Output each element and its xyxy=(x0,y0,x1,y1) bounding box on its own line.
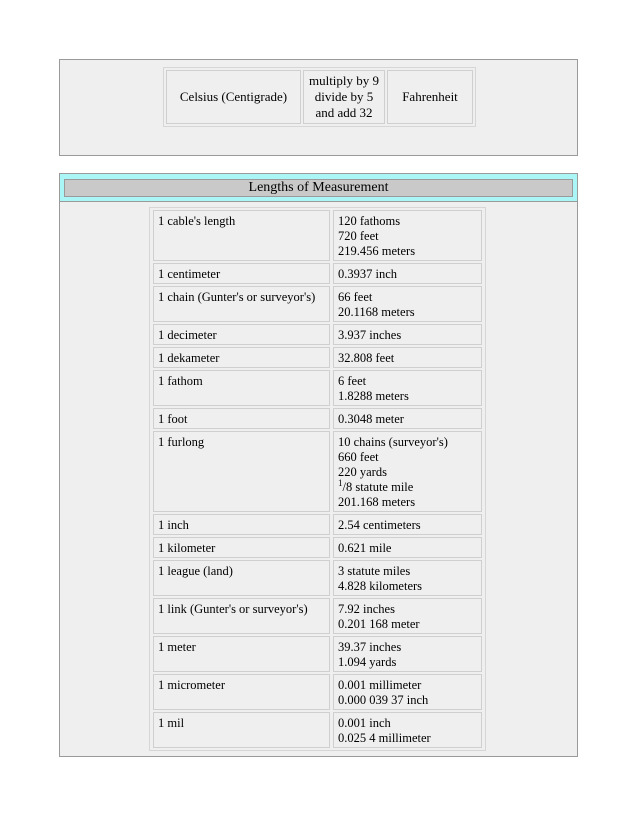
value-cell xyxy=(333,286,482,322)
unit-cell: 1 link (Gunter's or surveyor's) xyxy=(153,598,330,634)
operation-line: divide by 5 xyxy=(314,89,374,104)
value-cell xyxy=(333,674,482,710)
value-cell xyxy=(333,347,482,368)
value-cell xyxy=(333,370,482,406)
to-unit-cell: Fahrenheit xyxy=(387,70,473,124)
temperature-conversion-panel xyxy=(59,59,578,156)
lengths-table xyxy=(149,207,486,751)
value-cell xyxy=(333,514,482,535)
value-line: 0.3048 meter xyxy=(338,412,404,426)
value-line: 1.094 yards xyxy=(338,655,397,669)
value-line: 1.8288 meters xyxy=(338,389,409,403)
value-line: 4.828 kilometers xyxy=(338,579,423,593)
unit-cell: 1 fathom xyxy=(153,370,330,406)
table-row xyxy=(153,636,482,672)
table-row xyxy=(153,598,482,634)
operation-line: and add 32 xyxy=(315,105,373,120)
value-line: 660 feet xyxy=(338,450,379,464)
fraction-value-line: $^1$/8 statute mile xyxy=(338,477,414,494)
value-line: 20.1168 meters xyxy=(338,305,415,319)
value-line: 0.621 mile xyxy=(338,541,392,555)
value-line: 3 statute miles xyxy=(338,564,411,578)
table-row xyxy=(153,286,482,322)
value-line: 32.808 feet xyxy=(338,351,395,365)
unit-cell: 1 meter xyxy=(153,636,330,672)
unit-cell: 1 inch xyxy=(153,514,330,535)
table-row xyxy=(153,263,482,284)
value-line: 66 feet xyxy=(338,290,373,304)
unit-cell: 1 dekameter xyxy=(153,347,330,368)
value-line: 0.201 168 meter xyxy=(338,617,420,631)
table-row xyxy=(153,210,482,261)
table-row xyxy=(153,514,482,535)
value-cell xyxy=(333,712,482,748)
table-row xyxy=(153,431,482,512)
value-line: 0.001 millimeter xyxy=(338,678,422,692)
operation-cell xyxy=(303,70,385,124)
value-line: 0.025 4 millimeter xyxy=(338,731,431,745)
value-line: 220 yards xyxy=(338,465,387,479)
value-line: 120 fathoms xyxy=(338,214,401,228)
temperature-conversion-table xyxy=(163,67,476,127)
operation-line: multiply by 9 xyxy=(308,73,380,88)
table-row xyxy=(153,712,482,748)
table-row xyxy=(153,324,482,345)
value-cell xyxy=(333,210,482,261)
table-row xyxy=(153,370,482,406)
value-line: 7.92 inches xyxy=(338,602,395,616)
value-cell xyxy=(333,636,482,672)
value-line: 0.000 039 37 inch xyxy=(338,693,429,707)
value-line: 6 feet xyxy=(338,374,367,388)
lengths-table-body xyxy=(153,210,482,748)
from-unit-cell: Celsius (Centigrade) xyxy=(166,70,301,124)
unit-cell: 1 micrometer xyxy=(153,674,330,710)
value-line: 39.37 inches xyxy=(338,640,402,654)
unit-cell: 1 mil xyxy=(153,712,330,748)
lengths-title: Lengths of Measurement xyxy=(64,179,573,197)
value-line: 0.3937 inch xyxy=(338,267,398,281)
unit-cell: 1 cable's length xyxy=(153,210,330,261)
value-cell xyxy=(333,431,482,512)
value-line: 720 feet xyxy=(338,229,379,243)
unit-cell: 1 league (land) xyxy=(153,560,330,596)
value-line: 2.54 centimeters xyxy=(338,518,421,532)
lengths-panel xyxy=(59,173,578,757)
unit-cell: 1 decimeter xyxy=(153,324,330,345)
value-cell xyxy=(333,537,482,558)
value-line: 0.001 inch xyxy=(338,716,391,730)
table-row xyxy=(153,674,482,710)
unit-cell: 1 centimeter xyxy=(153,263,330,284)
unit-cell: 1 foot xyxy=(153,408,330,429)
value-line: 201.168 meters xyxy=(338,495,416,509)
unit-cell: 1 furlong xyxy=(153,431,330,512)
table-row xyxy=(153,347,482,368)
value-cell xyxy=(333,408,482,429)
value-cell xyxy=(333,560,482,596)
table-row xyxy=(153,408,482,429)
value-line: 3.937 inches xyxy=(338,328,402,342)
value-line: 10 chains (surveyor's) xyxy=(338,435,448,449)
conversion-row xyxy=(166,70,473,124)
value-cell xyxy=(333,324,482,345)
table-row xyxy=(153,537,482,558)
lengths-header xyxy=(60,174,577,202)
value-cell xyxy=(333,598,482,634)
value-cell xyxy=(333,263,482,284)
unit-cell: 1 chain (Gunter's or surveyor's) xyxy=(153,286,330,322)
table-row xyxy=(153,560,482,596)
unit-cell: 1 kilometer xyxy=(153,537,330,558)
value-line: 219.456 meters xyxy=(338,244,416,258)
